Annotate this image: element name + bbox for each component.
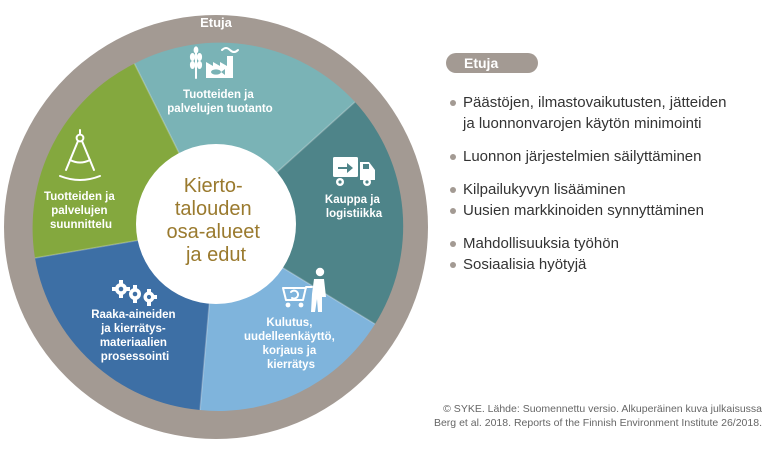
segment-label-production: Tuotteiden ja palvelujen tuotanto	[167, 89, 273, 115]
list-item: Uusien markkinoiden synnyttäminen	[450, 200, 765, 221]
list-item: Sosiaalisia hyötyjä	[450, 254, 765, 275]
segment-label-trade-logistics: Kauppa ja logistiikka	[324, 194, 383, 220]
list-item: Mahdollisuuksia työhön	[450, 233, 765, 254]
credit-line-1: © SYKE. Lähde: Suomennettu versio. Alkuperäinen kuva julkaisussa	[443, 403, 762, 415]
ring-title: Etuja	[200, 15, 232, 30]
list-item: Kilpailukyvyn lisääminen	[450, 179, 765, 200]
credit-line-2: Berg et al. 2018. Reports of the Finnish Environment Institute 26/2018.	[433, 417, 762, 429]
segment-label-processing: Raaka-aineiden ja kierrätys- materiaalien prosessointi	[91, 309, 176, 363]
segment-label-design: Tuotteiden ja palvelujen suunnittelu	[44, 191, 115, 231]
list-item: Luonnon järjestelmien säilyttäminen	[450, 146, 765, 167]
benefits-list	[450, 92, 765, 275]
center-title: Kierto- talouden osa-alueet ja edut	[166, 175, 260, 266]
source-credit	[342, 402, 762, 430]
legend-title: Etuja	[446, 53, 538, 73]
segment-label-consumption: Kulutus, uudelleenkäyttö, korjaus ja kierrätys	[244, 317, 335, 371]
list-item: ja luonnonvarojen käytön minimointi	[463, 115, 702, 132]
list-item: Päästöjen, ilmastovaikutusten, jätteiden	[450, 92, 765, 113]
